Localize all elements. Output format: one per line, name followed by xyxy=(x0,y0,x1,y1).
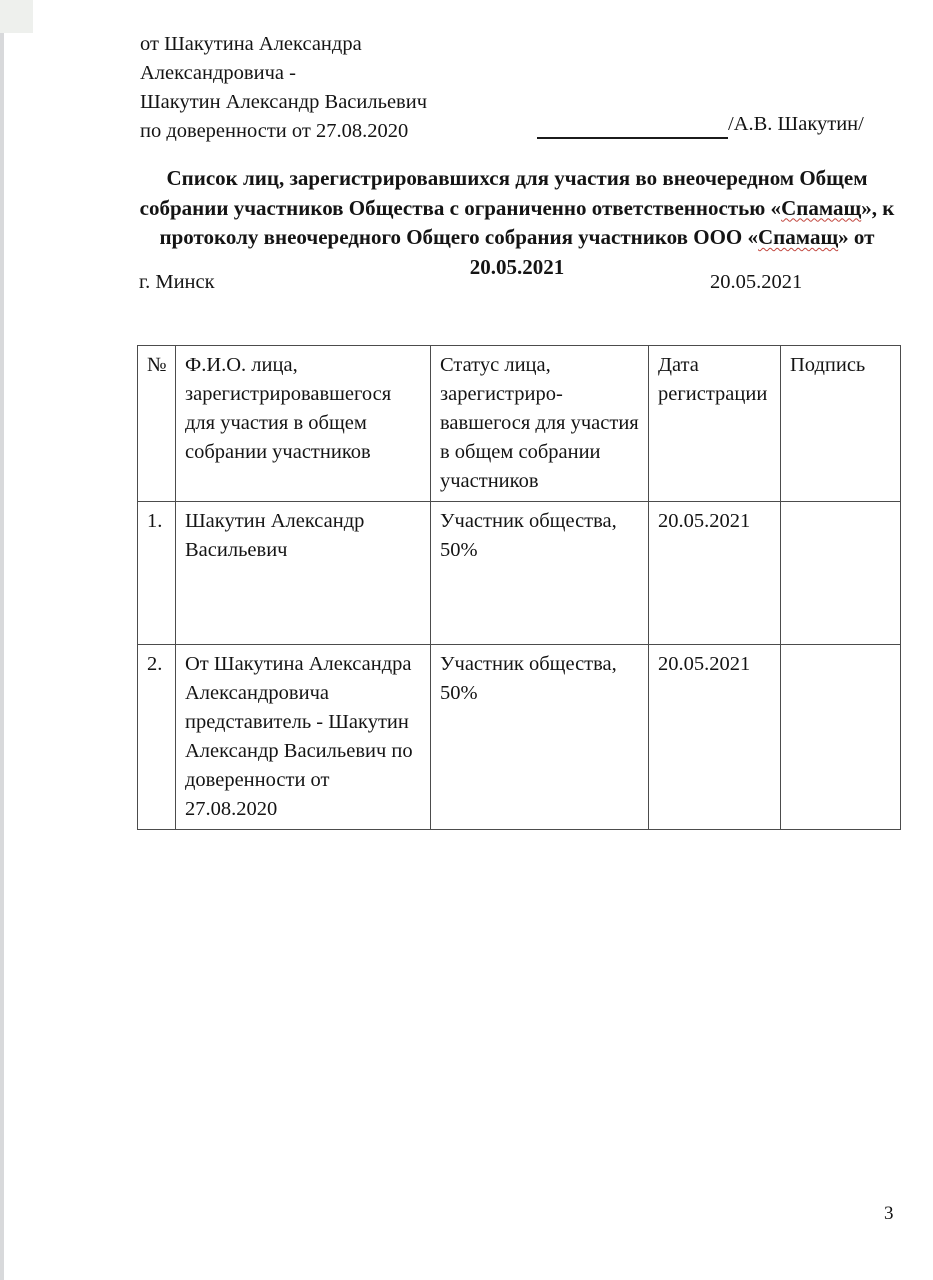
table-row xyxy=(138,502,901,645)
sender-line-2: Александровича - xyxy=(140,62,296,84)
title-segment: », к протоколу внеочередного Общего собрания участников ООО « xyxy=(159,195,895,249)
cell-date: 20.05.2021 xyxy=(649,645,781,830)
table-header-row xyxy=(138,346,901,502)
city-label: г. Минск xyxy=(139,271,215,293)
cell-number: 2. xyxy=(138,645,176,830)
document-title xyxy=(138,164,896,282)
scan-corner-artifact xyxy=(0,0,33,33)
signature-name: /А.В. Шакутин/ xyxy=(728,113,864,135)
header-cell-date: Дата регистрации xyxy=(649,346,781,502)
cell-name: От Шакутина Александра Александровича представитель - Шакутин Александр Васильевич по доверенности от 27.08.2020 xyxy=(176,645,431,830)
page-number: 3 xyxy=(884,1203,894,1224)
company-name-misspelled: Спамащ xyxy=(781,195,862,220)
sender-line-3: Шакутин Александр Васильевич xyxy=(140,91,428,113)
cell-signature xyxy=(781,502,901,645)
sender-line-1: от Шакутина Александра xyxy=(140,33,362,55)
header-cell-status: Статус лица, зарегистриро-вавшегося для участия в общем собрании участников xyxy=(431,346,649,502)
cell-status: Участник общества, 50% xyxy=(431,502,649,645)
cell-status: Участник общества, 50% xyxy=(431,645,649,830)
cell-name: Шакутин Александр Васильевич xyxy=(176,502,431,645)
header-cell-number: № xyxy=(138,346,176,502)
cell-number: 1. xyxy=(138,502,176,645)
title-segment: Список лиц, зарегистрировавшихся для участия во внеочередном Общем собрании участников Общества с ограниченно ответственностью « xyxy=(139,166,868,220)
signature-blank-line xyxy=(537,111,728,139)
registration-table xyxy=(137,345,901,830)
company-name-misspelled: Спамащ xyxy=(758,225,839,249)
cell-date: 20.05.2021 xyxy=(649,502,781,645)
cell-signature xyxy=(781,645,901,830)
header-cell-signature: Подпись xyxy=(781,346,901,502)
sender-line-4: по доверенности от 27.08.2020 xyxy=(140,120,409,142)
header-cell-name: Ф.И.О. лица, зарегистрировавшегося для участия в общем собрании участников xyxy=(176,346,431,502)
title-segment: » от 20.05.2021 xyxy=(469,225,875,279)
protocol-date-label: 20.05.2021 xyxy=(710,271,803,293)
sender-block xyxy=(140,30,580,146)
signature-block xyxy=(537,109,864,139)
table-row xyxy=(138,645,901,830)
scan-edge-artifact xyxy=(0,0,4,1280)
